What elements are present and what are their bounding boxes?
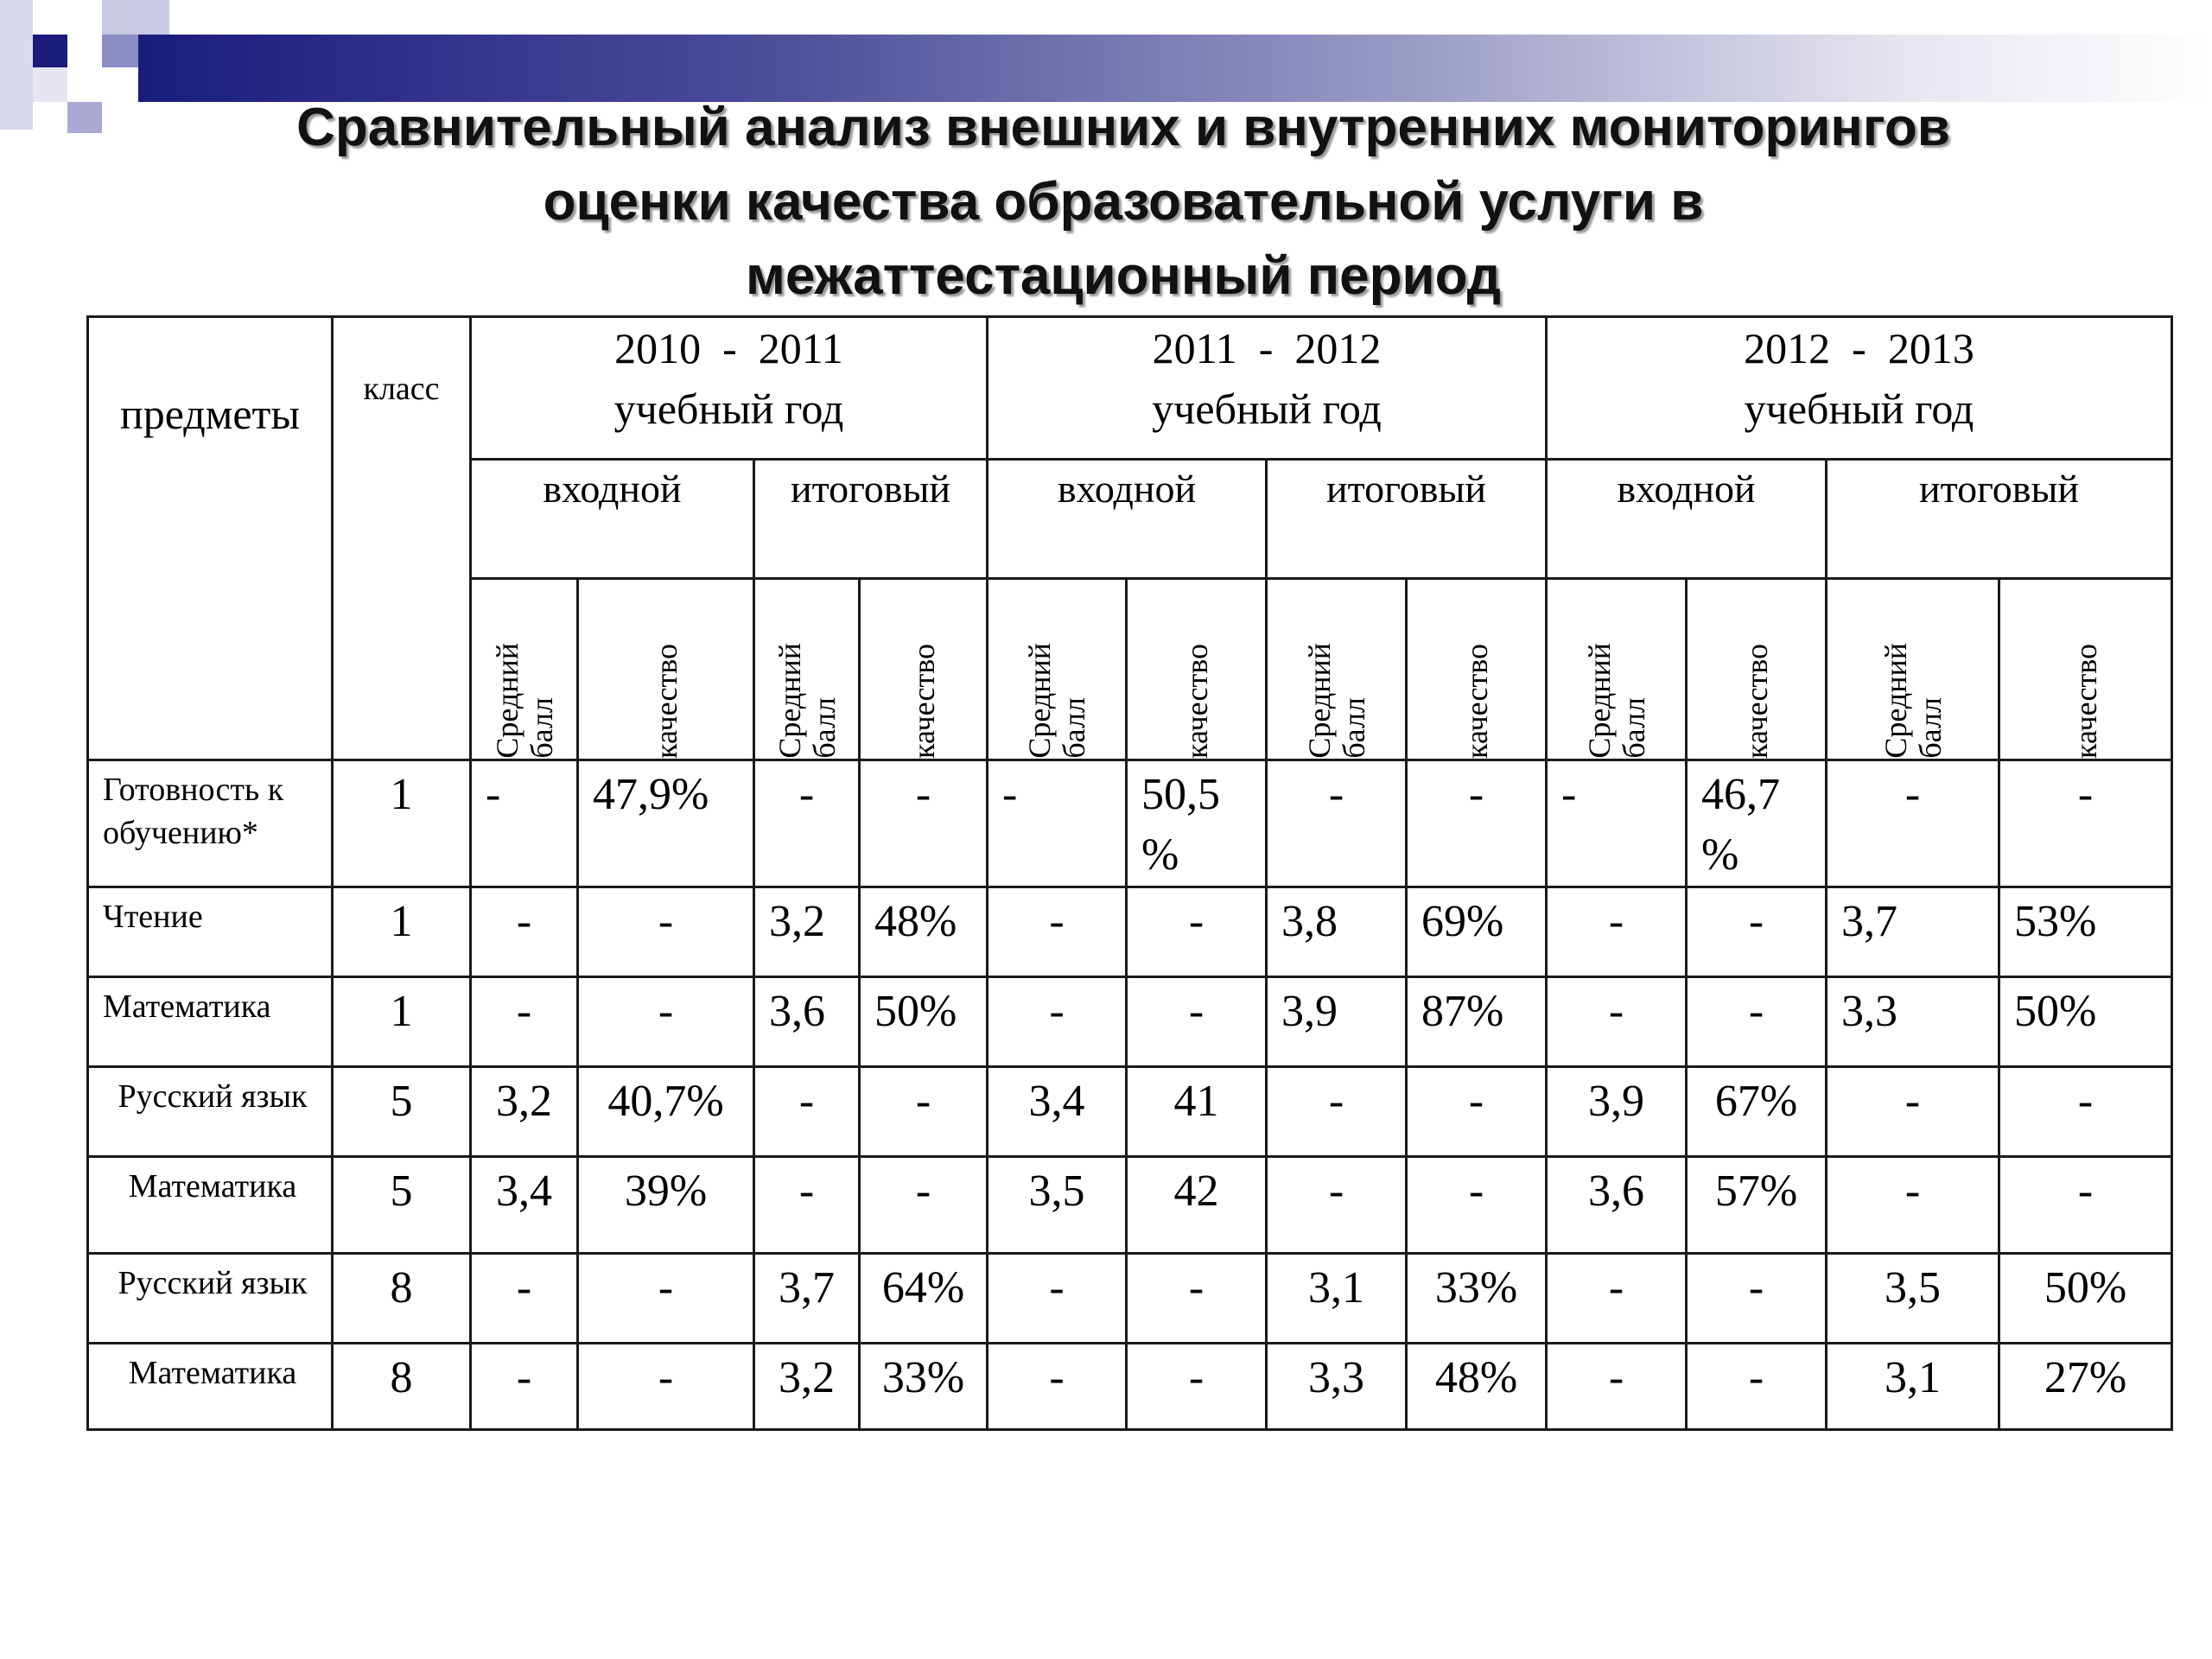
value-cell: -: [1547, 887, 1687, 977]
decor-square-light-top: [102, 0, 169, 35]
table-row: [88, 887, 2172, 977]
table-row: [88, 760, 2172, 887]
table-row: [88, 1157, 2172, 1254]
table-row: [88, 1344, 2172, 1430]
year-3-range: 2012 - 2013: [1744, 324, 1974, 372]
value-cell: -: [1407, 1157, 1547, 1254]
value-cell: -: [1127, 1254, 1267, 1344]
value-cell: -: [471, 760, 578, 887]
value-cell: 3,4: [988, 1067, 1127, 1157]
value-cell: -: [988, 1344, 1127, 1430]
value-cell: -: [1267, 760, 1407, 887]
value-cell: 47,9%: [578, 760, 754, 887]
value-cell: 3,3: [1827, 977, 1999, 1067]
value-cell: -: [578, 887, 754, 977]
value-cell: 3,5: [988, 1157, 1127, 1254]
value-cell: -: [578, 977, 754, 1067]
decor-square-dark: [33, 35, 67, 67]
value-cell: -: [754, 1067, 860, 1157]
value-cell: -: [471, 887, 578, 977]
value-cell: 3,2: [471, 1067, 578, 1157]
value-cell: 53%: [1999, 887, 2172, 977]
value-cell: 41: [1127, 1067, 1267, 1157]
page-title: [0, 91, 2212, 314]
class-cell: 5: [333, 1157, 471, 1254]
value-cell: -: [1407, 760, 1547, 887]
value-cell: 48%: [860, 887, 988, 977]
value-cell: -: [1687, 977, 1827, 1067]
year-2-range: 2011 - 2012: [1152, 324, 1382, 372]
year-2-label: учебный год: [1152, 385, 1382, 433]
header-year-3: [1547, 317, 2172, 460]
value-cell: -: [1999, 1067, 2172, 1157]
value-cell: -: [860, 1067, 988, 1157]
metric-header-average: [1267, 579, 1407, 760]
year-3-label: учебный год: [1744, 385, 1974, 433]
value-cell: 3,3: [1267, 1344, 1407, 1430]
value-cell: -: [754, 760, 860, 887]
metric-header-label: Средний балл: [489, 643, 559, 759]
value-cell: -: [1827, 760, 1999, 887]
value-cell: 3,2: [754, 887, 860, 977]
metric-header-label: Средний балл: [1022, 643, 1091, 759]
title-line-1: Сравнительный анализ внешних и внутренних мониторингов: [296, 98, 1950, 157]
subject-cell: Русский язык: [88, 1067, 333, 1157]
metric-header-average: [754, 579, 860, 760]
value-cell: -: [471, 1254, 578, 1344]
value-cell: -: [754, 1157, 860, 1254]
subject-cell: Математика: [88, 1344, 333, 1430]
value-cell: -: [1547, 1254, 1687, 1344]
value-cell: -: [1407, 1067, 1547, 1157]
subject-cell: Математика: [88, 977, 333, 1067]
metric-header-quality: [860, 579, 988, 760]
metric-header-quality: [1407, 579, 1547, 760]
value-cell: 3,7: [1827, 887, 1999, 977]
value-cell: 64%: [860, 1254, 988, 1344]
value-cell: 33%: [860, 1344, 988, 1430]
value-cell: 69%: [1407, 887, 1547, 977]
metric-header-label: качество: [1738, 644, 1774, 759]
value-cell: 3,6: [1547, 1157, 1687, 1254]
value-cell: -: [1827, 1067, 1999, 1157]
value-cell: 3,2: [754, 1344, 860, 1430]
metric-header-label: Средний балл: [772, 643, 842, 759]
value-cell: 50%: [860, 977, 988, 1067]
value-cell: -: [578, 1344, 754, 1430]
value-cell: 3,9: [1267, 977, 1407, 1067]
metric-header-label: качество: [1179, 644, 1214, 759]
stage-header: итоговый: [1827, 460, 2172, 579]
value-cell: -: [1999, 1157, 2172, 1254]
value-cell: 3,1: [1827, 1344, 1999, 1430]
header-year-1: [471, 317, 988, 460]
value-cell: -: [1127, 887, 1267, 977]
value-cell: -: [860, 760, 988, 887]
value-cell: -: [1267, 1157, 1407, 1254]
value-cell: 57%: [1687, 1157, 1827, 1254]
stage-header: итоговый: [754, 460, 988, 579]
value-cell: 3,5: [1827, 1254, 1999, 1344]
value-cell: -: [471, 1344, 578, 1430]
value-cell: 3,8: [1267, 887, 1407, 977]
value-cell: 67%: [1687, 1067, 1827, 1157]
subject-cell: Русский язык: [88, 1254, 333, 1344]
value-cell: 50%: [1999, 1254, 2172, 1344]
value-cell: -: [988, 1254, 1127, 1344]
metric-header-average: [1827, 579, 1999, 760]
value-cell: -: [471, 977, 578, 1067]
class-cell: 8: [333, 1254, 471, 1344]
value-cell: -: [988, 760, 1127, 887]
value-cell: -: [1547, 760, 1687, 887]
metric-header-label: Средний балл: [1878, 643, 1948, 759]
value-cell: -: [578, 1254, 754, 1344]
value-cell: 50,5 %: [1127, 760, 1267, 887]
value-cell: 46,7 %: [1687, 760, 1827, 887]
value-cell: 42: [1127, 1157, 1267, 1254]
title-line-3: межаттестационный период: [745, 246, 1502, 306]
table-row: [88, 1067, 2172, 1157]
metric-header-quality: [1999, 579, 2172, 760]
year-1-label: учебный год: [613, 385, 844, 433]
value-cell: -: [1127, 977, 1267, 1067]
metric-header-label: Средний балл: [1581, 643, 1651, 759]
value-cell: 3,4: [471, 1157, 578, 1254]
subject-cell: Готовность к обучению*: [88, 760, 333, 887]
header-class: класс: [333, 317, 471, 760]
value-cell: -: [1547, 977, 1687, 1067]
value-cell: 33%: [1407, 1254, 1547, 1344]
header-year-2: [988, 317, 1547, 460]
metric-header-label: качество: [1459, 644, 1494, 759]
metric-header-average: [1547, 579, 1687, 760]
value-cell: -: [1547, 1344, 1687, 1430]
value-cell: 40,7%: [578, 1067, 754, 1157]
value-cell: -: [860, 1157, 988, 1254]
metric-header-label: Средний балл: [1301, 643, 1371, 759]
stage-header: входной: [988, 460, 1267, 579]
value-cell: -: [988, 977, 1127, 1067]
value-cell: -: [1827, 1157, 1999, 1254]
stage-header: входной: [1547, 460, 1827, 579]
table-row: [88, 1254, 2172, 1344]
value-cell: 27%: [1999, 1344, 2172, 1430]
value-cell: 50%: [1999, 977, 2172, 1067]
value-cell: 3,9: [1547, 1067, 1687, 1157]
value-cell: 3,1: [1267, 1254, 1407, 1344]
header-subjects: предметы: [88, 317, 333, 760]
table-row: [88, 977, 2172, 1067]
value-cell: 39%: [578, 1157, 754, 1254]
value-cell: 3,7: [754, 1254, 860, 1344]
metric-header-quality: [578, 579, 754, 760]
monitoring-table: [86, 315, 2173, 1431]
value-cell: -: [988, 887, 1127, 977]
value-cell: -: [1267, 1067, 1407, 1157]
class-cell: 1: [333, 977, 471, 1067]
metric-header-quality: [1127, 579, 1267, 760]
class-cell: 5: [333, 1067, 471, 1157]
metric-header-average: [471, 579, 578, 760]
year-1-range: 2010 - 2011: [614, 324, 843, 372]
title-line-2: оценки качества образовательной услуги в: [543, 172, 1704, 232]
stage-header: итоговый: [1267, 460, 1547, 579]
subject-cell: Чтение: [88, 887, 333, 977]
metric-header-label: качество: [2068, 644, 2103, 759]
value-cell: -: [1127, 1344, 1267, 1430]
subject-cell: Математика: [88, 1157, 333, 1254]
metric-header-label: качество: [906, 644, 941, 759]
value-cell: -: [1687, 1254, 1827, 1344]
value-cell: -: [1687, 1344, 1827, 1430]
value-cell: -: [1999, 760, 2172, 887]
metric-header-quality: [1687, 579, 1827, 760]
metric-header-average: [988, 579, 1127, 760]
metric-header-label: качество: [648, 644, 683, 759]
class-cell: 1: [333, 887, 471, 977]
decor-square-mid: [102, 35, 138, 67]
stage-header: входной: [471, 460, 754, 579]
value-cell: -: [1687, 887, 1827, 977]
value-cell: 3,6: [754, 977, 860, 1067]
class-cell: 1: [333, 760, 471, 887]
value-cell: 48%: [1407, 1344, 1547, 1430]
class-cell: 8: [333, 1344, 471, 1430]
value-cell: 87%: [1407, 977, 1547, 1067]
